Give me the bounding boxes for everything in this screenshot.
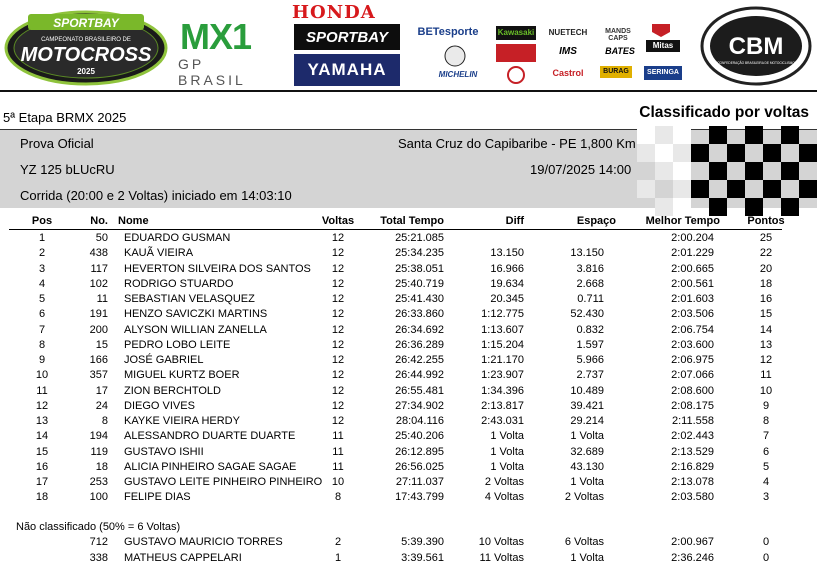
cell-melhor: 2:06.754 [671, 323, 714, 336]
cell-total: 25:40.719 [395, 277, 444, 290]
cell-pontos: 15 [759, 308, 773, 321]
cell-melhor: 2:00.561 [671, 277, 714, 290]
cell-num: 18 [95, 460, 108, 473]
race-info: Corrida (20:00 e 2 Voltas) iniciado em 14:03:10 [20, 188, 292, 203]
cell-pos: 11 [36, 384, 48, 397]
cell-voltas: 12 [331, 415, 345, 427]
cell-num: 357 [89, 369, 108, 382]
cell-total: 25:34.235 [395, 247, 444, 260]
cell-melhor: 2:16.829 [671, 460, 714, 473]
table-row [0, 415, 817, 430]
cell-name: GUSTAVO MAURICIO TORRES [124, 536, 283, 548]
cell-pos: 2 [38, 247, 46, 260]
cell-num: 100 [89, 491, 108, 504]
cell-name: ZION BERCHTOLD [124, 384, 221, 397]
cell-num: 338 [89, 551, 108, 564]
cell-melhor: 2:08.600 [671, 384, 714, 397]
cell-melhor: 2:13.529 [671, 445, 714, 458]
cell-pos: 12 [35, 399, 49, 412]
cell-total: 28:04.116 [395, 415, 444, 427]
cell-diff: 2 Voltas [484, 476, 524, 488]
cell-num: 438 [89, 247, 108, 260]
cell-pos: 5 [38, 293, 46, 305]
cell-voltas: 10 [331, 476, 345, 488]
cell-melhor: 2:03.600 [671, 338, 714, 351]
cell-name: KAUÃ VIEIRA [124, 247, 194, 260]
cell-num: 253 [89, 476, 108, 488]
cell-pontos: 22 [759, 247, 773, 260]
yamaha-logo-text: YAMAHA [307, 60, 387, 79]
table-row [0, 491, 817, 506]
sportbay-logo-main: MOTOCROSS [20, 44, 152, 66]
cell-pontos: 18 [759, 277, 773, 290]
cell-esp: 2 Voltas [564, 491, 604, 504]
cell-num: 712 [89, 536, 108, 548]
nuetech-logo-text: NUETECH [548, 28, 588, 37]
cell-total: 17:43.799 [395, 491, 444, 504]
cell-num: 119 [90, 445, 108, 458]
cell-name: GUSTAVO ISHII [124, 445, 204, 458]
cell-voltas: 12 [331, 262, 345, 275]
table-row [0, 247, 817, 262]
bates-logo-text: BATES [605, 46, 635, 56]
table-row [0, 263, 817, 278]
cell-name: ALESSANDRO DUARTE DUARTE [124, 430, 296, 443]
cell-esp: 32.689 [570, 445, 604, 458]
table-row [0, 354, 817, 369]
cell-pontos: 13 [759, 338, 773, 351]
cell-voltas: 11 [332, 445, 344, 458]
cell-diff: 1:13.607 [481, 323, 524, 336]
cell-name: DIEGO VIVES [124, 399, 195, 412]
cell-pontos: 20 [759, 262, 773, 275]
table-row [0, 369, 817, 384]
cbm-logo-text: CBM [728, 33, 784, 60]
cell-total: 25:40.206 [395, 430, 444, 443]
cell-esp: 6 Voltas [564, 536, 604, 548]
cell-num: 102 [89, 277, 108, 290]
cell-esp: 3.816 [576, 262, 604, 275]
table-row [0, 385, 817, 400]
cell-esp: 1 Volta [570, 430, 604, 443]
cell-diff: 1 Volta [490, 445, 524, 458]
cell-num: 117 [90, 262, 108, 275]
cell-num: 200 [89, 323, 108, 336]
cell-melhor: 2:13.078 [671, 476, 714, 488]
cell-num: 24 [95, 399, 108, 412]
cell-pontos: 8 [762, 415, 770, 427]
cell-total: 27:11.037 [395, 476, 444, 488]
cell-total: 25:21.085 [395, 232, 444, 244]
cell-total: 25:41.430 [395, 293, 444, 305]
cell-pontos: 7 [762, 430, 770, 443]
cell-pontos: 10 [759, 384, 773, 397]
cell-total: 26:44.992 [395, 369, 444, 382]
cell-num: 194 [89, 430, 108, 443]
cell-num: 8 [101, 415, 108, 427]
race-category: YZ 125 bLUcRU [20, 162, 115, 177]
cell-name: ALICIA PINHEIRO SAGAE SAGAE [124, 460, 297, 473]
header-num: No. [90, 215, 108, 227]
cbm-logo [700, 6, 812, 88]
table-row [0, 476, 817, 491]
sportbay-motocross-logo [4, 6, 168, 86]
bike-brand-logo [496, 44, 536, 62]
cell-name: PEDRO LOBO LEITE [124, 338, 231, 351]
cell-diff: 1 Volta [490, 430, 524, 443]
header-pos: Pos [31, 215, 53, 227]
race-location: Santa Cruz do Capibaribe - PE 1,800 Km [398, 136, 636, 151]
yamaha-racing-logo [294, 54, 400, 86]
cell-melhor: 2:11.558 [671, 415, 714, 427]
cell-name: ALYSON WILLIAN ZANELLA [124, 323, 267, 336]
ims-logo [548, 46, 588, 57]
cell-pontos: 16 [759, 293, 773, 305]
cell-pontos: 5 [762, 460, 770, 473]
table-row [0, 552, 817, 567]
cell-voltas: 12 [331, 354, 345, 366]
sportbay-logo-year: 2025 [77, 67, 95, 76]
cell-num: 17 [95, 384, 108, 397]
cell-pos: 7 [38, 323, 46, 336]
cell-diff: 1:21.170 [481, 354, 524, 366]
cell-esp: 1 Volta [570, 476, 604, 488]
cell-name: MATHEUS CAPPELARI [124, 551, 242, 564]
cell-esp: 5.966 [576, 354, 604, 366]
cell-name: JOSÉ GABRIEL [124, 354, 204, 366]
cell-pos: 16 [35, 460, 49, 473]
table-row [0, 430, 817, 445]
cell-pos: 13 [35, 415, 49, 427]
cell-total: 26:12.895 [395, 445, 444, 458]
cell-voltas: 12 [331, 293, 345, 305]
cell-esp: 52.430 [570, 308, 604, 321]
nuetech-logo [542, 28, 594, 37]
betesporte-logo [410, 26, 486, 38]
castrol-logo-text: Castrol [552, 68, 584, 78]
table-row [0, 339, 817, 354]
cell-pontos: 0 [762, 551, 770, 564]
michelin-logo-text: MICHELIN [438, 70, 478, 79]
cell-pontos: 6 [762, 445, 770, 458]
table-row [0, 278, 817, 293]
cell-diff: 19.634 [490, 277, 524, 290]
cell-name: KAYKE VIEIRA HERDY [124, 415, 240, 427]
cell-voltas: 12 [331, 323, 345, 336]
cell-name: HEVERTON SILVEIRA DOS SANTOS [124, 262, 311, 275]
cell-diff: 1:12.775 [481, 308, 524, 321]
header-diff: Diff [505, 215, 524, 227]
race-type: Prova Oficial [20, 136, 94, 151]
cell-pos: 17 [35, 476, 49, 488]
cell-total: 26:33.860 [395, 308, 444, 321]
cell-pos: 1 [38, 232, 46, 244]
cell-voltas: 8 [334, 491, 342, 504]
cell-voltas: 12 [331, 308, 345, 321]
cell-pos: 14 [35, 430, 49, 443]
cell-pos: 9 [38, 354, 46, 366]
cell-pos: 18 [35, 491, 49, 504]
cell-melhor: 2:36.246 [671, 551, 714, 564]
cell-melhor: 2:03.580 [671, 491, 714, 504]
honda-logo [292, 2, 402, 22]
cell-esp: 10.489 [570, 384, 604, 397]
cell-melhor: 2:01.603 [671, 293, 714, 305]
cell-name: EDUARDO GUSMAN [124, 232, 231, 244]
cell-diff: 10 Voltas [478, 536, 524, 548]
burag-logo-text: BURAG [603, 68, 629, 75]
cell-diff: 1:23.907 [481, 369, 524, 382]
cell-esp: 0.832 [576, 323, 604, 336]
cell-voltas: 11 [332, 460, 344, 473]
cell-diff: 4 Voltas [484, 491, 524, 504]
cell-pos: 4 [38, 277, 46, 290]
mandscaps-logo [596, 28, 640, 42]
cell-diff: 1 Volta [490, 460, 524, 473]
cell-total: 26:56.025 [395, 460, 444, 473]
bates-logo [600, 46, 640, 56]
cell-diff: 13.150 [490, 247, 524, 260]
cbm-logo-sub: CONFEDERAÇÃO BRASILEIRA DE MOTOCICLISMO [717, 61, 795, 65]
cell-diff: 2:13.817 [481, 399, 524, 412]
cell-name: RODRIGO STUARDO [124, 277, 234, 290]
cell-num: 15 [95, 338, 108, 351]
cell-total: 25:38.051 [395, 262, 444, 275]
cell-name: GUSTAVO LEITE PINHEIRO PINHEIRO [124, 476, 323, 488]
header-melhor: Melhor Tempo [645, 215, 720, 227]
cell-pos: 10 [35, 369, 49, 382]
cell-total: 26:42.255 [395, 354, 444, 366]
kawasaki-logo [496, 26, 536, 40]
ims-logo-text: IMS [559, 46, 577, 57]
honda-logo-text: HONDA [292, 2, 376, 23]
header-voltas: Voltas [321, 215, 355, 227]
cell-esp: 0.711 [577, 293, 604, 305]
cell-pontos: 11 [760, 369, 772, 382]
cell-total: 26:34.692 [395, 323, 444, 336]
cell-esp: 29.214 [570, 415, 604, 427]
race-info-panel [0, 130, 817, 208]
cell-total: 26:55.481 [395, 384, 444, 397]
cell-pos: 8 [38, 338, 46, 351]
cell-total: 5:39.390 [401, 536, 444, 548]
castrol-logo [545, 68, 591, 78]
cell-pontos: 25 [759, 232, 773, 244]
cell-num: 50 [95, 232, 108, 244]
circle-emblem-icon [440, 44, 470, 68]
cell-esp: 39.421 [570, 399, 604, 412]
cell-voltas: 12 [331, 277, 345, 290]
cell-diff: 2:43.031 [481, 415, 524, 427]
table-row [0, 308, 817, 323]
cell-melhor: 2:01.229 [671, 247, 714, 260]
cell-diff: 16.966 [490, 262, 524, 275]
cell-num: 166 [89, 354, 108, 366]
kawasaki-logo-text: Kawasaki [497, 28, 535, 37]
cell-diff: 11 Voltas [479, 551, 524, 564]
mx1-gp-brasil-logo [178, 16, 274, 88]
cell-total: 26:36.289 [395, 338, 444, 351]
classification-title: Classificado por voltas [639, 104, 809, 121]
burag-logo [600, 66, 632, 78]
cell-esp: 1 Volta [570, 551, 604, 564]
header-pontos: Pontos [747, 215, 785, 227]
cell-diff: 1:15.204 [481, 338, 524, 351]
cell-melhor: 2:00.665 [671, 262, 714, 275]
cell-esp: 2.737 [576, 369, 604, 382]
table-row [0, 536, 817, 551]
header-divider [9, 229, 782, 230]
cell-diff: 20.345 [490, 293, 524, 305]
cell-voltas: 12 [331, 369, 345, 382]
cell-melhor: 2:00.204 [671, 232, 714, 244]
cell-melhor: 2:00.967 [671, 536, 714, 548]
cell-melhor: 2:02.443 [671, 430, 714, 443]
cell-name: FELIPE DIAS [124, 491, 191, 504]
not-classified-title: Não classificado (50% = 6 Voltas) [16, 521, 181, 533]
wheel-brand-icon [500, 66, 532, 84]
sponsor-banner [0, 0, 817, 92]
cell-name: SEBASTIAN VELASQUEZ [124, 293, 255, 305]
table-header [0, 214, 817, 228]
cell-pos: 3 [38, 262, 46, 275]
cell-pos: 6 [38, 308, 46, 321]
sportbay-logo-top: SPORTBAY [53, 16, 119, 30]
cell-pontos: 3 [762, 491, 770, 504]
table-row [0, 446, 817, 461]
header-total: Total Tempo [380, 215, 444, 227]
mitas-logo-text: Mitas [652, 41, 674, 50]
event-header [0, 104, 817, 130]
cell-pontos: 14 [759, 323, 773, 336]
cell-pos: 15 [35, 445, 49, 458]
cell-pontos: 4 [762, 476, 770, 488]
shield-emblem-icon [650, 22, 672, 38]
cell-esp: 43.130 [570, 460, 604, 473]
cell-melhor: 2:06.975 [671, 354, 714, 366]
mx1-logo-text: MX1 [180, 16, 252, 57]
cell-total: 3:39.561 [401, 551, 444, 564]
cell-num: 191 [89, 308, 108, 321]
seringa-logo [644, 66, 682, 80]
michelin-logo [430, 70, 486, 79]
cell-name: HENZO SAVICZKI MARTINS [124, 308, 268, 321]
cell-total: 27:34.902 [395, 399, 444, 412]
cell-voltas: 2 [334, 536, 342, 548]
mx1-logo-sub: GP BRASIL [178, 56, 246, 88]
header-name: Nome [118, 215, 149, 227]
table-row [0, 232, 817, 247]
sportbay-logo-sub: CAMPEONATO BRASILEIRO DE [41, 37, 131, 43]
cell-voltas: 1 [334, 551, 342, 564]
betesporte-logo-text: BETesporte [417, 26, 479, 38]
cell-pontos: 0 [762, 536, 770, 548]
cell-voltas: 12 [331, 232, 345, 244]
sportbay-box-text: SPORTBAY [306, 28, 388, 46]
cell-voltas: 12 [331, 247, 345, 260]
cell-esp: 1.597 [576, 338, 604, 351]
cell-name: MIGUEL KURTZ BOER [124, 369, 240, 382]
table-row [0, 400, 817, 415]
sportbay-box-logo [294, 24, 400, 50]
cell-voltas: 12 [331, 399, 345, 412]
table-row [0, 324, 817, 339]
cell-voltas: 12 [331, 338, 345, 351]
seringa-logo-text: SERINGA [647, 69, 679, 76]
cell-pontos: 12 [759, 354, 773, 366]
cell-pontos: 9 [762, 399, 770, 412]
cell-voltas: 12 [331, 384, 345, 397]
race-date: 19/07/2025 14:00 [530, 162, 632, 177]
table-row [0, 461, 817, 476]
cell-melhor: 2:07.066 [671, 369, 714, 382]
cell-esp: 13.150 [570, 247, 604, 260]
cell-num: 11 [96, 293, 108, 305]
cell-melhor: 2:03.506 [671, 308, 714, 321]
mitas-logo [646, 40, 680, 52]
event-title: 5ª Etapa BRMX 2025 [3, 110, 127, 125]
table-row [0, 293, 817, 308]
header-espaco: Espaço [576, 215, 616, 227]
cell-diff: 1:34.396 [481, 384, 524, 397]
mandscaps-logo-text: MANDS CAPS [605, 28, 631, 42]
checkered-flag-icon [637, 130, 817, 208]
cell-melhor: 2:08.175 [671, 399, 714, 412]
cell-voltas: 11 [332, 430, 344, 443]
cell-esp: 2.668 [576, 277, 604, 290]
